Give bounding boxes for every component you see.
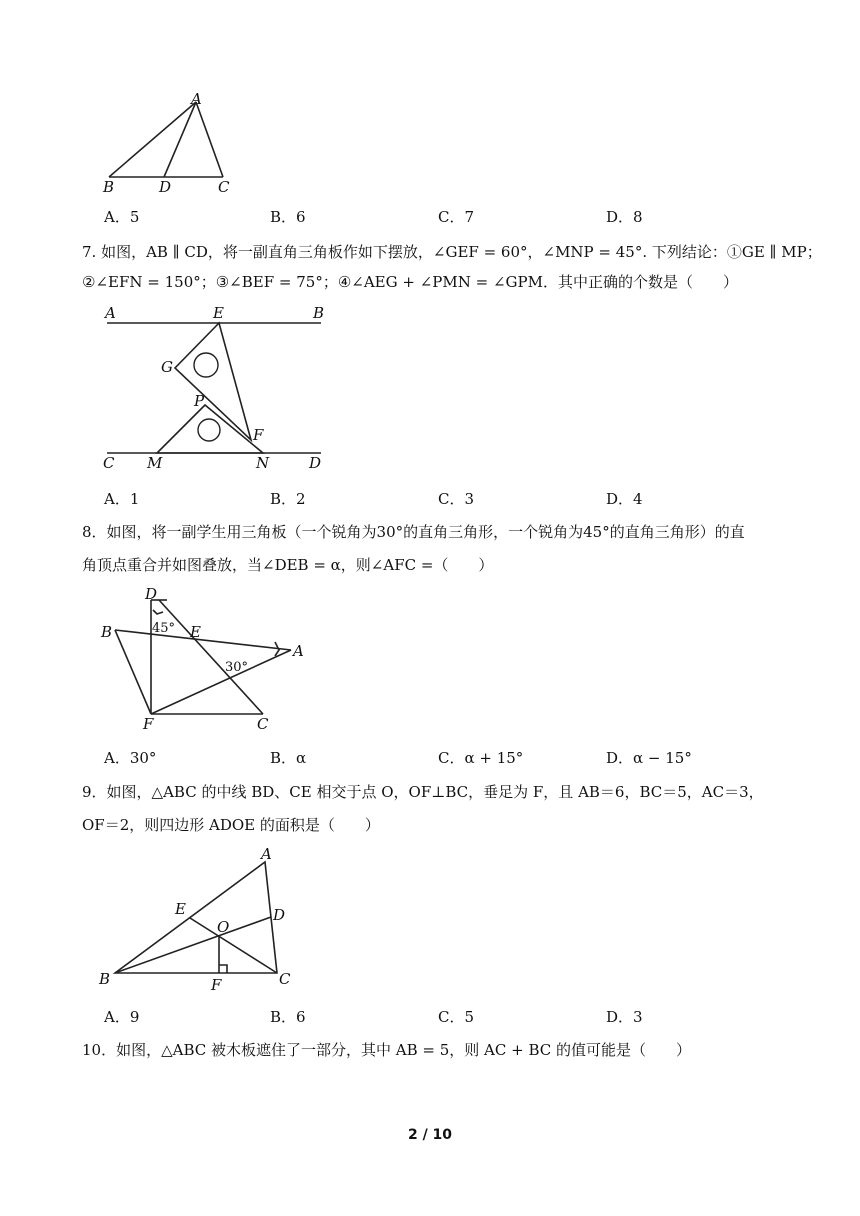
q6-option-c[interactable]: C．7: [438, 208, 475, 226]
q7-label-g: G: [161, 358, 173, 376]
q7-stem-line1: 7. 如图，AB ∥ CD，将一副直角三角板作如下摆放，∠GEF = 60°，∠MNP = 45°. 下列结论：①GE ∥ MP；: [82, 243, 822, 261]
q9-figure: [95, 842, 305, 997]
page-number: 2 / 10: [407, 1127, 453, 1143]
q9-option-c[interactable]: C．5: [438, 1008, 475, 1026]
q8-label-f: F: [143, 715, 154, 733]
q7-triangle-egf: [175, 323, 251, 440]
q8-option-d[interactable]: D．α − 15°: [606, 749, 692, 767]
q7-triangle-mnp: [157, 405, 263, 453]
q8-label-30: 30°: [225, 660, 249, 675]
q7-figure: [95, 300, 345, 475]
q7-circle-upper: [194, 353, 218, 377]
q9-label-c: C: [279, 970, 291, 988]
q6-figure: [95, 88, 245, 198]
q9-label-d: D: [273, 906, 286, 924]
q8-label-b: B: [101, 623, 113, 641]
q6-label-a: A: [191, 90, 202, 108]
q8-segment-fa: [151, 650, 291, 714]
q9-right-angle-mark: [219, 965, 227, 973]
q6-option-b[interactable]: B．6: [270, 208, 306, 226]
q9-triangle-abc: [115, 862, 277, 973]
q6-segment-ab: [109, 102, 196, 177]
q7-label-a: A: [105, 304, 116, 322]
q8-stem-line1: 8．如图，将一副学生用三角板（一个锐角为30°的直角三角形，一个锐角为45°的直角三角形）的直: [82, 523, 745, 541]
q7-stem-line2: ②∠EFN = 150°；③∠BEF = 75°；④∠AEG + ∠PMN = ∠GPM．其中正确的个数是（ ）: [82, 273, 738, 291]
q9-label-a: A: [261, 845, 272, 863]
q7-option-a[interactable]: A．1: [104, 490, 140, 508]
q8-option-a[interactable]: A．30°: [104, 749, 157, 767]
q8-figure: [95, 582, 325, 737]
q9-label-b: B: [99, 970, 111, 988]
q9-stem-line1: 9．如图，△ABC 的中线 BD、CE 相交于点 O，OF⊥BC，垂足为 F，且 AB＝6，BC＝5，AC＝3，: [82, 783, 764, 801]
q7-option-d[interactable]: D．4: [606, 490, 643, 508]
q6-option-d[interactable]: D．8: [606, 208, 643, 226]
q6-label-c: C: [218, 178, 230, 196]
q8-stem-line2: 角顶点重合并如图叠放，当∠DEB = α，则∠AFC =（ ）: [82, 556, 494, 574]
q8-label-a: A: [293, 642, 304, 660]
q8-option-c[interactable]: C．α + 15°: [438, 749, 524, 767]
q9-median-bd: [115, 917, 271, 973]
q7-option-c[interactable]: C．3: [438, 490, 475, 508]
q9-label-e: E: [175, 900, 186, 918]
q9-label-o: O: [217, 918, 230, 936]
q7-option-b[interactable]: B．2: [270, 490, 306, 508]
q8-label-c: C: [257, 715, 269, 733]
q8-segment-dc: [159, 600, 263, 714]
q6-label-b: B: [103, 178, 115, 196]
q6-segment-ad: [164, 102, 196, 177]
q8-segment-bf: [115, 630, 151, 714]
q9-option-d[interactable]: D．3: [606, 1008, 643, 1026]
q7-label-d: D: [309, 454, 322, 472]
q7-label-e: E: [213, 304, 224, 322]
q9-option-a[interactable]: A．9: [104, 1008, 140, 1026]
q6-option-a[interactable]: A．5: [104, 208, 140, 226]
q7-label-f: F: [253, 426, 264, 444]
q6-label-d: D: [159, 178, 172, 196]
q7-label-b: B: [313, 304, 325, 322]
q8-angle-mark-45: [153, 610, 163, 614]
q7-label-m: M: [147, 454, 163, 472]
q7-circle-lower: [198, 419, 220, 441]
q8-label-d: D: [145, 585, 158, 603]
q8-option-b[interactable]: B．α: [270, 749, 307, 767]
q10-stem-line1: 10．如图，△ABC 被木板遮住了一部分，其中 AB = 5，则 AC + BC 的值可能是（ ）: [82, 1041, 692, 1059]
q6-segment-ac: [196, 102, 223, 177]
q7-label-p: P: [194, 392, 205, 410]
q8-label-45: 45°: [152, 621, 176, 636]
q7-label-c: C: [103, 454, 115, 472]
q9-label-f: F: [211, 976, 222, 994]
q9-median-ce: [190, 918, 277, 973]
q7-label-n: N: [256, 454, 270, 472]
q8-segment-ba: [115, 630, 291, 650]
q9-option-b[interactable]: B．6: [270, 1008, 306, 1026]
q9-stem-line2: OF＝2，则四边形 ADOE 的面积是（ ）: [82, 816, 380, 834]
q8-label-e: E: [190, 623, 201, 641]
